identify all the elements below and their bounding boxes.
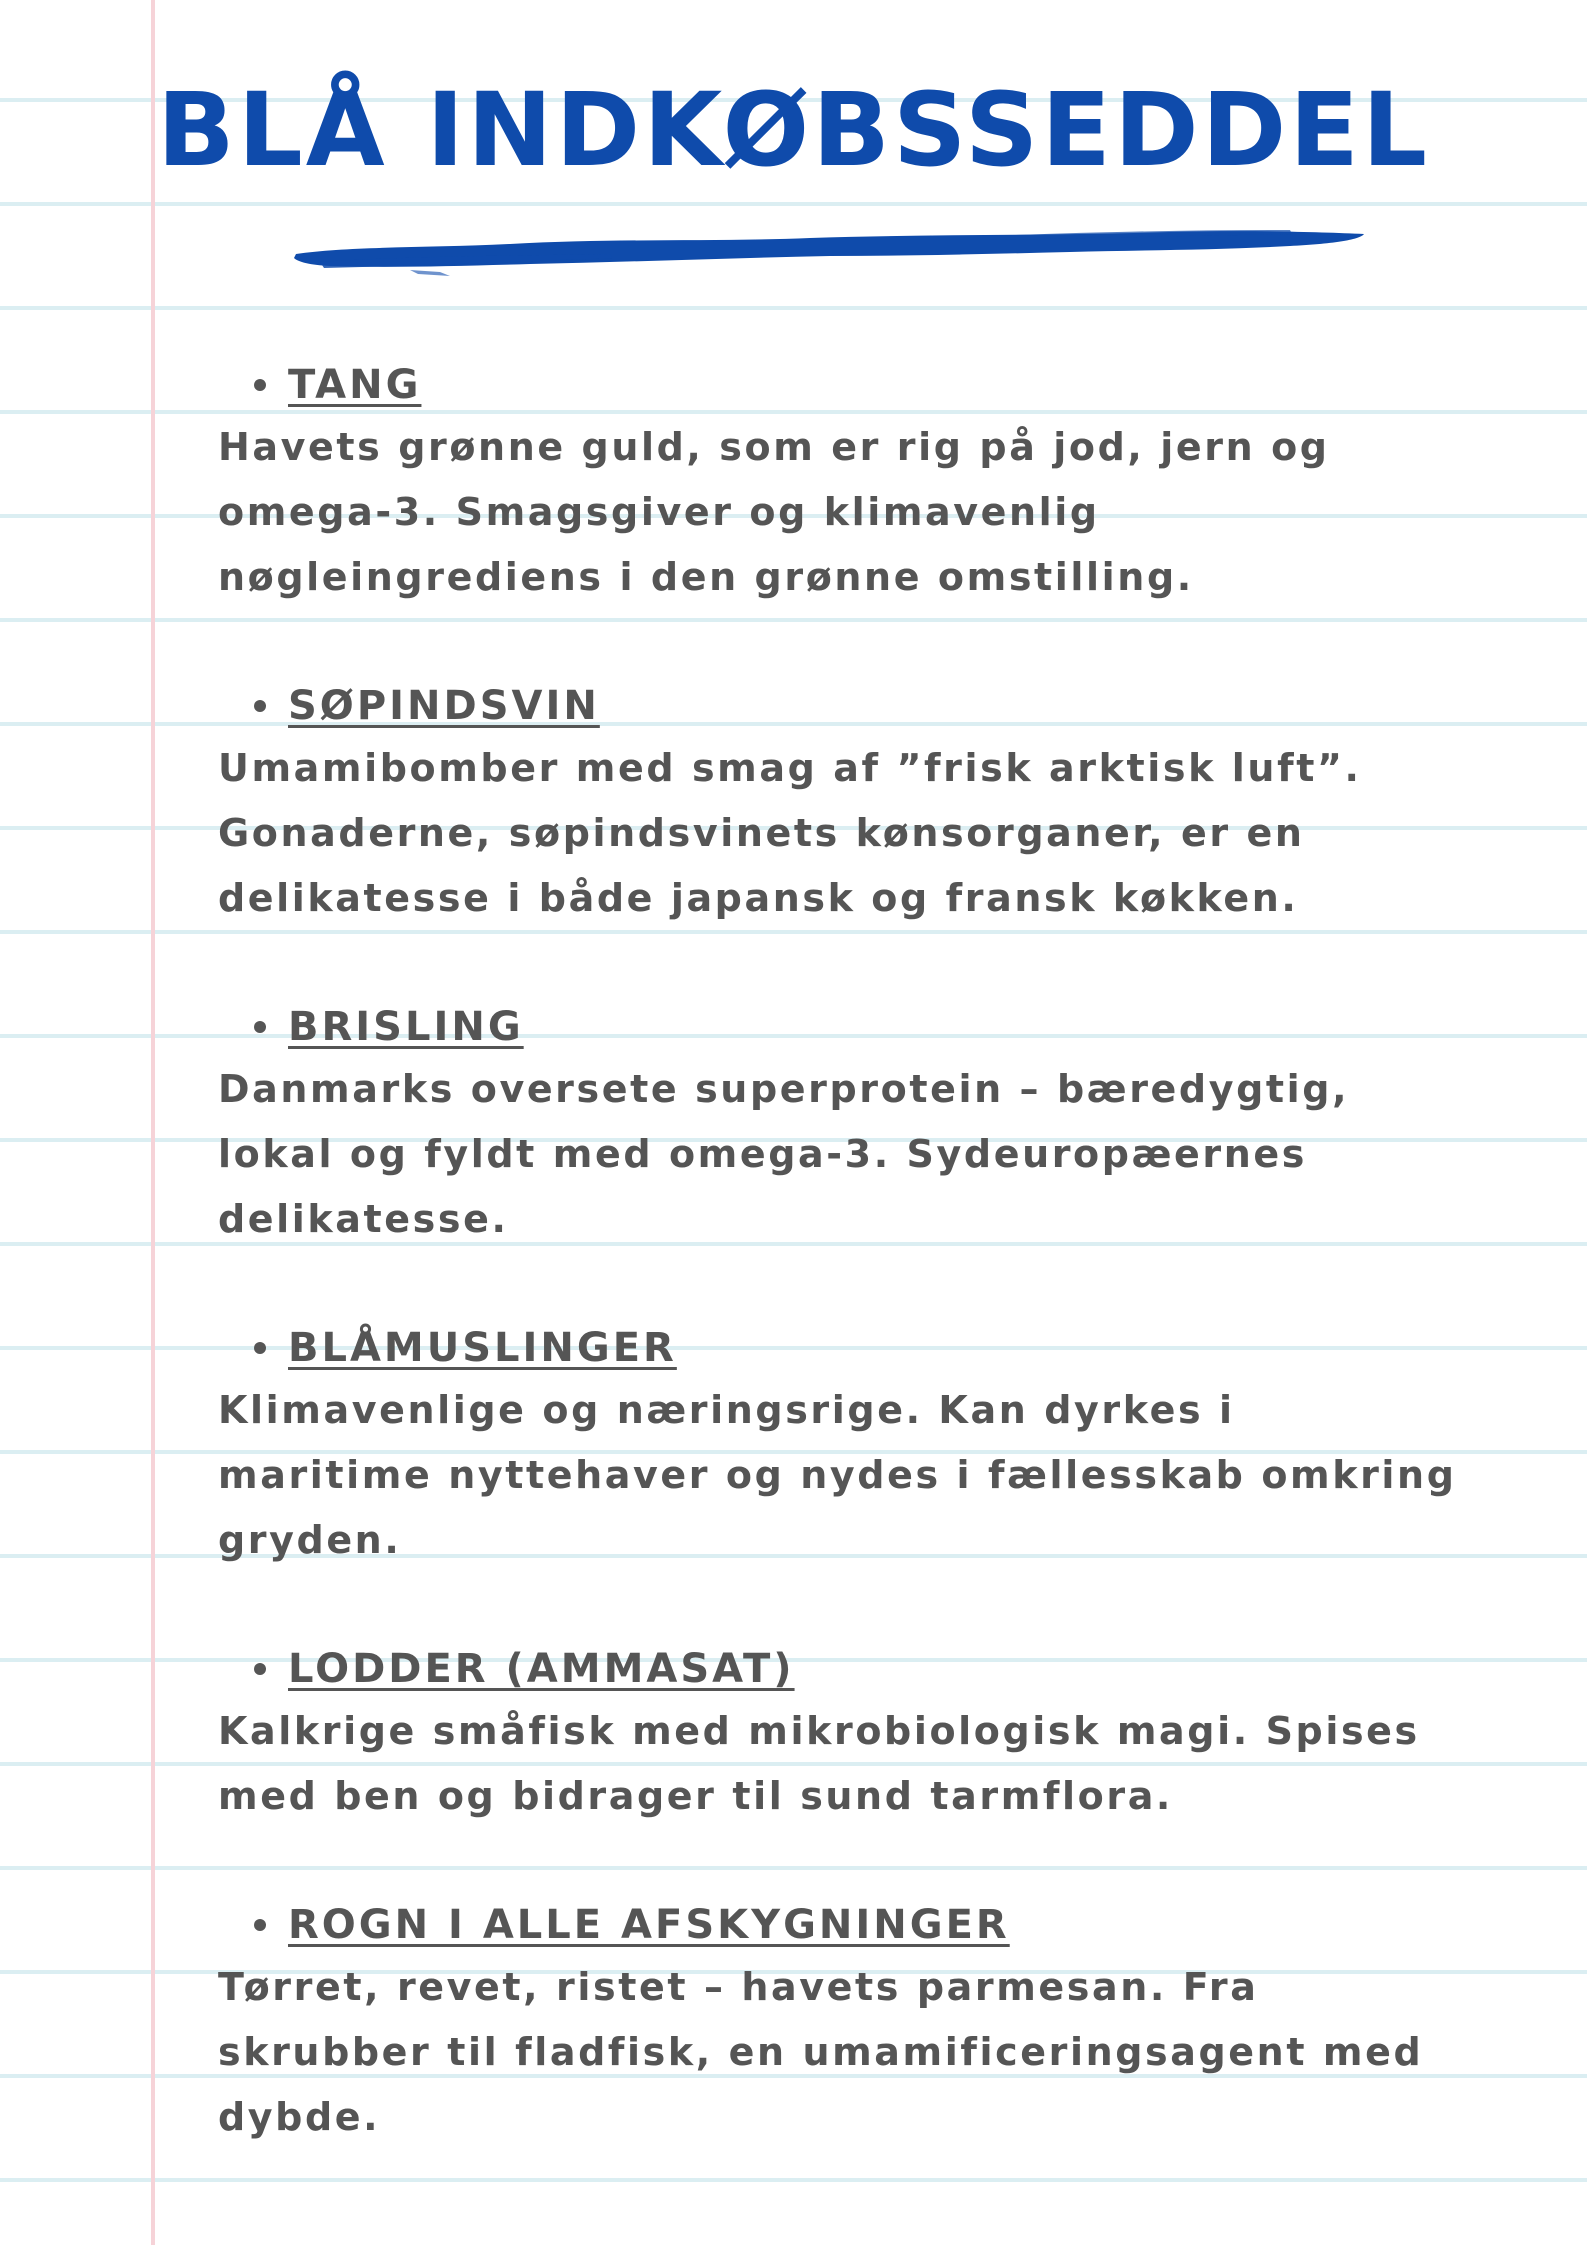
item-description	[218, 1057, 1538, 1252]
description-line: dybde.	[218, 2095, 381, 2139]
list-item	[218, 676, 1538, 931]
bullet-icon	[254, 700, 266, 712]
description-line: Gonaderne, søpindsvinets kønsorganer, er en	[218, 811, 1305, 855]
shopping-list	[218, 355, 1538, 2216]
description-line: delikatesse i både japansk og fransk køkken.	[218, 876, 1299, 920]
list-item-header	[218, 1895, 1538, 1955]
item-title: SØPINDSVIN	[288, 683, 600, 729]
bullet-icon	[254, 1021, 266, 1033]
bullet-icon	[254, 1919, 266, 1931]
list-item-header	[218, 1318, 1538, 1378]
bullet-icon	[254, 1663, 266, 1675]
bullet-icon	[254, 1342, 266, 1354]
item-title: TANG	[288, 362, 422, 408]
item-description	[218, 1699, 1538, 1829]
description-line: Klimavenlige og næringsrige. Kan dyrkes i	[218, 1388, 1235, 1432]
item-title: BLÅMUSLINGER	[288, 1325, 677, 1371]
description-line: med ben og bidrager til sund tarmflora.	[218, 1774, 1173, 1818]
description-line: lokal og fyldt med omega-3. Sydeuropæernes	[218, 1132, 1307, 1176]
description-line: maritime nyttehaver og nydes i fællesskab omkring	[218, 1453, 1457, 1497]
list-item-header	[218, 997, 1538, 1057]
list-item	[218, 1639, 1538, 1829]
bullet-icon	[254, 379, 266, 391]
description-line: skrubber til fladfisk, en umamificeringsagent med	[218, 2030, 1424, 2074]
item-title: BRISLING	[288, 1004, 524, 1050]
list-item	[218, 355, 1538, 610]
list-item	[218, 997, 1538, 1252]
item-description	[218, 415, 1538, 610]
description-line: omega-3. Smagsgiver og klimavenlig	[218, 490, 1100, 534]
description-line: nøgleingrediens i den grønne omstilling.	[218, 555, 1194, 599]
page-title: BLÅ INDKØBSSEDDEL	[157, 71, 1430, 190]
list-item	[218, 1895, 1538, 2150]
brush-stroke-underline	[290, 226, 1370, 276]
description-line: Umamibomber med smag af ”frisk arktisk luft”.	[218, 746, 1362, 790]
description-line: delikatesse.	[218, 1197, 509, 1241]
list-item	[218, 1318, 1538, 1573]
description-line: Danmarks oversete superprotein – bæredygtig,	[218, 1067, 1350, 1111]
item-description	[218, 736, 1538, 931]
item-description	[218, 1955, 1538, 2150]
description-line: gryden.	[218, 1518, 402, 1562]
item-title: ROGN I ALLE AFSKYGNINGER	[288, 1902, 1010, 1948]
list-item-header	[218, 1639, 1538, 1699]
list-item-header	[218, 676, 1538, 736]
item-title: LODDER (AMMASAT)	[288, 1646, 795, 1692]
description-line: Havets grønne guld, som er rig på jod, jern og	[218, 425, 1330, 469]
red-margin-line	[151, 0, 155, 2245]
list-item-header	[218, 355, 1538, 415]
description-line: Kalkrige småfisk med mikrobiologisk magi. Spises	[218, 1709, 1420, 1753]
item-description	[218, 1378, 1538, 1573]
description-line: Tørret, revet, ristet – havets parmesan. Fra	[218, 1965, 1259, 2009]
